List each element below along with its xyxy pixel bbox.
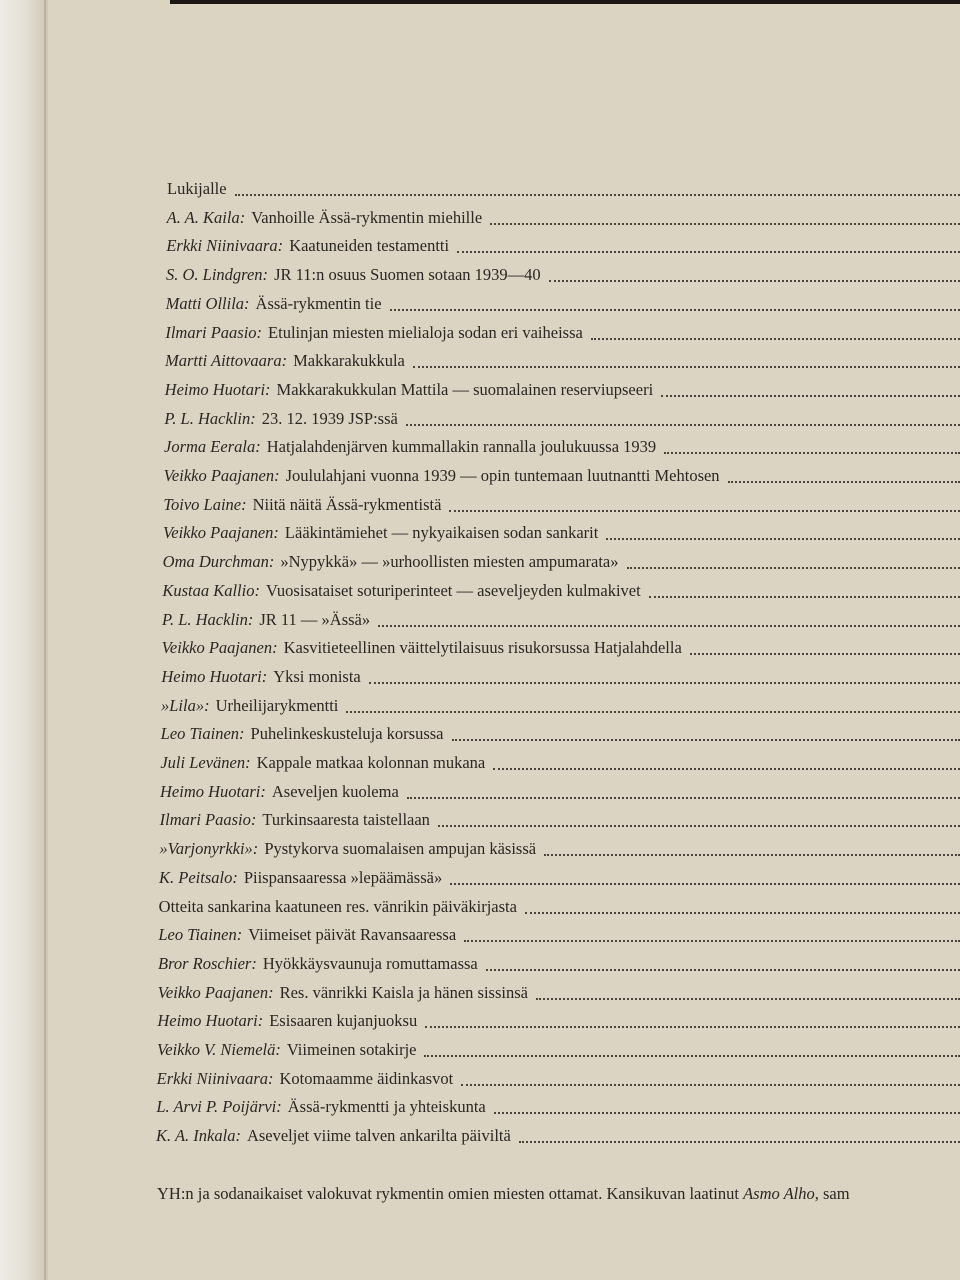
- toc-dot-leader: [235, 182, 960, 196]
- toc-dot-leader: [406, 412, 960, 426]
- toc-dot-leader: [425, 1014, 960, 1028]
- cover-artist: Asmo Alho: [743, 1184, 815, 1203]
- toc-dot-leader: [591, 326, 960, 340]
- toc-author: Ilmari Paasio:: [159, 810, 257, 830]
- toc-author: L. Arvi P. Poijärvi:: [156, 1097, 282, 1117]
- toc-author: Veikko Paajanen:: [163, 523, 279, 543]
- toc-dot-leader: [536, 986, 960, 1000]
- toc-title: Kappale matkaa kolonnan mukana: [256, 753, 486, 772]
- toc-dot-leader: [690, 641, 960, 655]
- toc-entry: [159, 836, 960, 862]
- toc-title: Kaatuneiden testamentti: [289, 236, 450, 256]
- toc-title: Puhelinkeskusteluja korsussa: [250, 724, 444, 744]
- toc-author: »Lila»:: [161, 695, 210, 715]
- toc-author: P. L. Hacklin:: [164, 408, 256, 428]
- toc-dot-leader: [450, 871, 960, 885]
- toc-entry: [162, 607, 960, 633]
- toc-title: 23. 12. 1939 JSP:ssä: [261, 408, 398, 428]
- toc-entry: [165, 377, 960, 403]
- toc-author: Ilmari Paasio:: [165, 322, 263, 342]
- toc-entry: [166, 262, 960, 288]
- toc-dot-leader: [464, 928, 960, 942]
- toc-title: Piispansaaressa »lepäämässä»: [243, 867, 443, 887]
- toc-entry: [160, 779, 960, 805]
- toc-title: Otteita sankarina kaatuneen res. vänrikin päiväkirjasta: [158, 896, 517, 916]
- toc-dot-leader: [424, 1043, 960, 1057]
- toc-author: Jorma Eerala:: [164, 437, 261, 457]
- toc-author: Juli Levänen:: [160, 753, 251, 772]
- toc-author: Kustaa Kallio:: [162, 580, 260, 600]
- toc-author: Veikko Paajanen:: [161, 638, 278, 658]
- toc-author: Bror Roschier:: [158, 953, 257, 973]
- toc-dot-leader: [525, 900, 960, 914]
- toc-entry: [167, 176, 960, 202]
- toc-entry: [165, 320, 960, 346]
- toc-author: P. L. Hacklin:: [162, 609, 254, 629]
- toc-entry: [159, 865, 960, 891]
- toc-author: Oma Durchman:: [162, 552, 275, 572]
- toc-dot-leader: [494, 1100, 960, 1114]
- toc-title: Hyökkäysvaunuja romuttamassa: [262, 953, 478, 973]
- toc-title: JR 11:n osuus Suomen sotaan 1939—40: [274, 265, 541, 285]
- toc-entry: [158, 922, 960, 948]
- toc-title: Yksi monista: [273, 666, 361, 686]
- toc-title: »Nypykkä» — »urhoollisten miesten ampumarata»: [280, 552, 619, 572]
- toc-author: Leo Tiainen:: [158, 925, 243, 945]
- toc-title: Vanhoille Ässä-rykmentin miehille: [251, 207, 483, 227]
- toc-entry: [166, 291, 960, 317]
- toc-entry: [161, 693, 960, 719]
- toc-dot-leader: [461, 1072, 960, 1086]
- top-rule: [170, 0, 960, 4]
- toc-author: Heimo Huotari:: [164, 379, 271, 399]
- toc-entry: [160, 750, 960, 776]
- toc-title: Esisaaren kujanjuoksu: [269, 1011, 418, 1031]
- toc-author: Veikko V. Niemelä:: [157, 1040, 281, 1059]
- photo-credits-note: [157, 1184, 960, 1204]
- toc-dot-leader: [728, 469, 960, 483]
- toc-dot-leader: [390, 297, 960, 311]
- toc-title: Hatjalahdenjärven kummallakin rannalla joulukuussa 1939: [266, 437, 657, 457]
- toc-entry: [162, 578, 960, 604]
- credits-text-end: , sam: [814, 1184, 850, 1203]
- toc-dot-leader: [452, 727, 960, 741]
- toc-author: »Varjonyrkki»:: [159, 839, 259, 859]
- toc-entry: [163, 492, 960, 518]
- toc-dot-leader: [549, 268, 960, 282]
- toc-entry: [159, 894, 960, 920]
- toc-title: Ässä-rykmentti ja yhteiskunta: [287, 1097, 486, 1117]
- toc-dot-leader: [606, 526, 960, 540]
- toc-dot-leader: [457, 239, 960, 253]
- toc-dot-leader: [486, 957, 960, 971]
- toc-dot-leader: [627, 555, 960, 569]
- toc-dot-leader: [544, 842, 960, 856]
- toc-author: K. Peitsalo:: [159, 867, 238, 887]
- toc-title: Urheilijarykmentti: [215, 695, 339, 715]
- toc-author: Veikko Paajanen:: [157, 982, 274, 1002]
- toc-author: Heimo Huotari:: [157, 1011, 264, 1031]
- toc-dot-leader: [369, 670, 960, 684]
- page-edge: [44, 0, 46, 1280]
- toc-entry: [165, 348, 960, 374]
- toc-author: Toivo Laine:: [163, 494, 247, 514]
- toc-dot-leader: [378, 613, 960, 627]
- toc-author: K. A. Inkala:: [156, 1126, 241, 1146]
- toc-entry: [158, 980, 960, 1006]
- toc-title: Makkarakukkulan Mattila — suomalainen reserviupseeri: [276, 379, 654, 399]
- toc-title: Lääkintämiehet — nykyaikaisen sodan sankarit: [284, 523, 599, 543]
- toc-entry: [163, 549, 960, 575]
- toc-title: Ässä-rykmentin tie: [255, 293, 382, 313]
- toc-author: Heimo Huotari:: [160, 781, 266, 801]
- toc-entry: [157, 1008, 960, 1034]
- toc-entry: [163, 520, 960, 546]
- toc-dot-leader: [649, 584, 960, 598]
- toc-entry: [167, 205, 960, 231]
- toc-title: Turkinsaaresta taistellaan: [262, 810, 430, 830]
- toc-title: Viimeinen sotakirje: [286, 1040, 417, 1059]
- toc-entry: [156, 1094, 960, 1120]
- toc-entry: [166, 233, 960, 259]
- toc-entry: [157, 1037, 960, 1063]
- toc-author: Leo Tiainen:: [160, 724, 245, 744]
- toc-author: Veikko Paajanen:: [163, 466, 280, 485]
- toc-author: Matti Ollila:: [165, 293, 250, 313]
- toc-title: Aseveljen kuolema: [271, 781, 399, 801]
- toc-title: Makkarakukkula: [293, 351, 405, 371]
- toc-title: JR 11 — »Ässä»: [259, 609, 371, 629]
- toc-title: Lukijalle: [167, 179, 227, 198]
- toc-dot-leader: [519, 1129, 960, 1143]
- toc-entry: [161, 721, 960, 747]
- toc-author: Martti Aittovaara:: [165, 351, 288, 371]
- toc-title: Aseveljet viime talven ankarilta päiviltä: [246, 1126, 511, 1146]
- toc-author: A. A. Kaila:: [166, 207, 246, 227]
- toc-entry: [160, 807, 960, 833]
- toc-dot-leader: [664, 440, 960, 454]
- toc-entry: [157, 1066, 960, 1092]
- toc-title: Kasvitieteellinen väittelytilaisuus risukorsussa Hatjalahdella: [283, 638, 682, 658]
- toc-entry: [164, 406, 960, 432]
- toc-author: Erkki Niinivaara:: [166, 236, 284, 256]
- toc-dot-leader: [407, 785, 960, 799]
- toc-entry: [164, 463, 960, 489]
- page-binding-shadow: [0, 0, 48, 1280]
- toc-entry: [158, 951, 960, 977]
- toc-dot-leader: [449, 498, 960, 512]
- toc-author: S. O. Lindgren:: [166, 265, 269, 285]
- toc-title: Pystykorva suomalaisen ampujan käsissä: [264, 839, 537, 859]
- toc-title: Joululahjani vuonna 1939 — opin tuntemaan luutnantti Mehtosen: [285, 466, 720, 485]
- toc-title: Vuosisataiset soturiperinteet — aseveljeyden kulmakivet: [265, 580, 641, 600]
- toc-entry: [164, 434, 960, 460]
- toc-title: Niitä näitä Ässä-rykmentistä: [252, 494, 442, 514]
- toc-title: Etulinjan miesten mielialoja sodan eri vaiheissa: [268, 322, 583, 342]
- toc-title: Viimeiset päivät Ravansaaressa: [248, 925, 457, 945]
- toc-title: Res. vänrikki Kaisla ja hänen sissinsä: [279, 982, 528, 1002]
- toc-dot-leader: [493, 756, 960, 770]
- credits-text: YH:n ja sodanaikaiset valokuvat rykmentin omien miesten ottamat. Kansikuvan laatinut: [157, 1184, 744, 1203]
- toc-title: Kotomaamme äidinkasvot: [279, 1068, 454, 1088]
- toc-author: Heimo Huotari:: [161, 666, 268, 686]
- toc-dot-leader: [346, 699, 960, 713]
- toc-entry: [162, 635, 960, 661]
- toc-dot-leader: [661, 383, 960, 397]
- toc-dot-leader: [413, 354, 960, 368]
- toc-dot-leader: [490, 211, 960, 225]
- toc-entry: [161, 664, 960, 690]
- toc-entry: [156, 1123, 960, 1149]
- toc-dot-leader: [438, 813, 960, 827]
- toc-author: Erkki Niinivaara:: [156, 1068, 274, 1088]
